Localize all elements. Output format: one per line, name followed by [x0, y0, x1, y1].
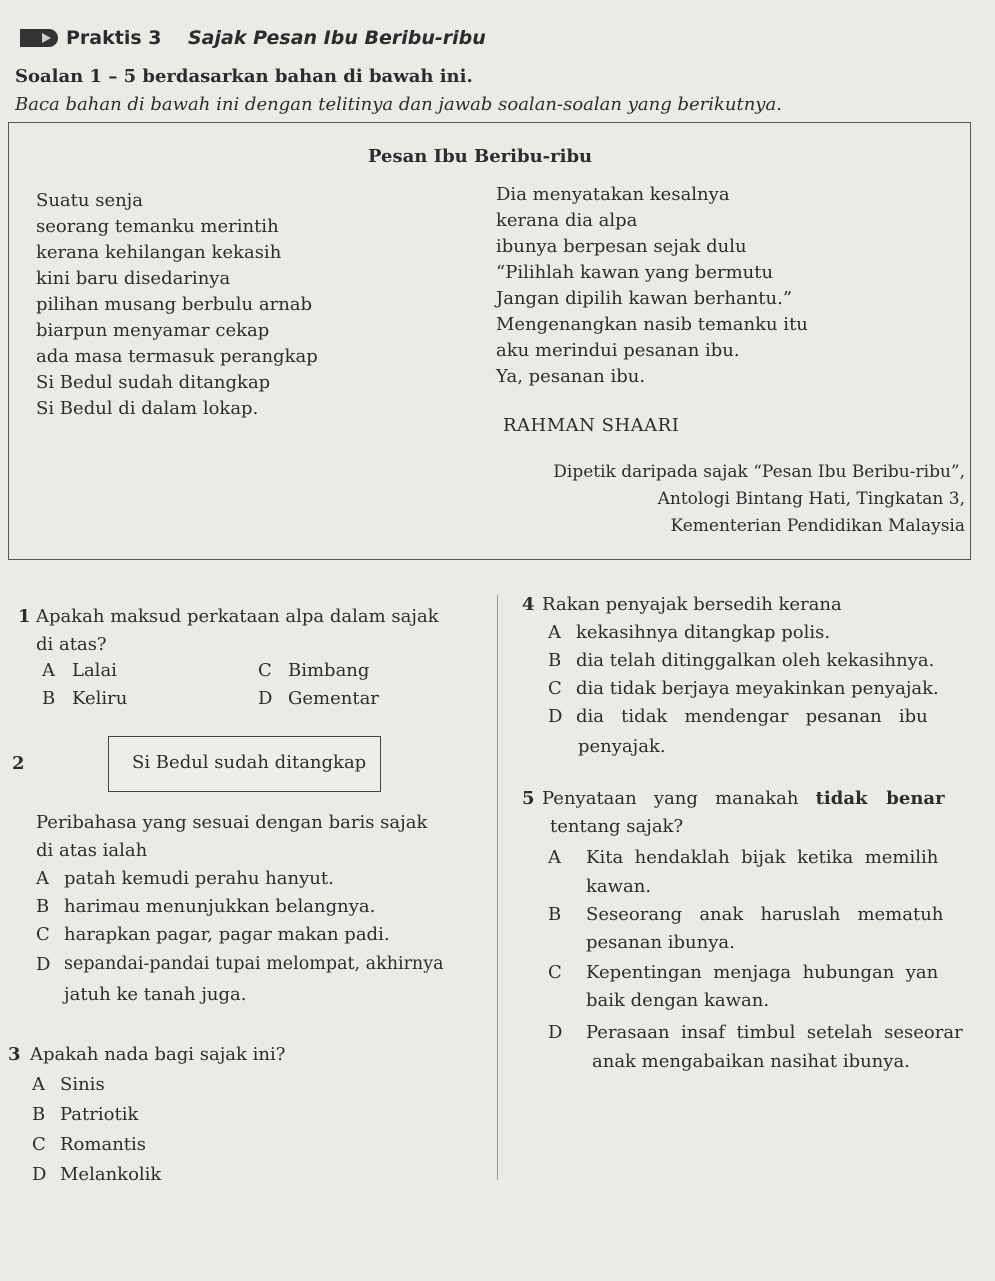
poem-right-line: aku merindui pesanan ibu.	[496, 340, 740, 361]
q2-text: Peribahasa yang sesuai dengan baris sajak	[36, 812, 428, 833]
q5-number: 5	[522, 788, 535, 809]
praktis-label: Praktis 3	[66, 27, 162, 49]
q2-option-text[interactable]: sepandai-pandai tupai melompat, akhirnya	[64, 954, 444, 974]
q1-option-letter: B	[42, 688, 56, 709]
q3-option-letter: C	[32, 1134, 46, 1155]
poem-left-line: Si Bedul di dalam lokap.	[36, 398, 259, 419]
q1-text-cont: di atas?	[36, 634, 107, 655]
poem-source-line: Dipetik daripada sajak “Pesan Ibu Beribu-ribu”,	[553, 462, 965, 482]
q4-option-text[interactable]: dia tidak berjaya meyakinkan penyajak.	[576, 678, 939, 699]
poem-right-line: Ya, pesanan ibu.	[496, 366, 646, 387]
q5-option-text[interactable]: Kita hendaklah bijak ketika memilih	[586, 847, 939, 868]
column-divider	[497, 595, 498, 1180]
poem-right-line: Dia menyatakan kesalnya	[496, 184, 730, 205]
poem-left-line: pilihan musang berbulu arnab	[36, 294, 313, 315]
q1-text: Apakah maksud perkataan alpa dalam sajak	[36, 606, 439, 627]
poem-title: Pesan Ibu Beribu-ribu	[368, 146, 593, 167]
poem-left-line: kerana kehilangan kekasih	[36, 242, 282, 263]
q3-option-letter: A	[32, 1074, 45, 1095]
q5-text-cont: tentang sajak?	[550, 816, 684, 837]
poem-left-line: seorang temanku merintih	[36, 216, 279, 237]
poem-right-line: kerana dia alpa	[496, 210, 638, 231]
poem-author: RAHMAN SHAARI	[503, 415, 680, 436]
q1-option-text[interactable]: Lalai	[72, 660, 117, 681]
q5-option-text[interactable]: Seseorang anak haruslah mematuh	[586, 904, 944, 925]
q5-option-letter: C	[548, 962, 562, 983]
q3-option-letter: D	[32, 1164, 47, 1185]
q5-option-text-cont: anak mengabaikan nasihat ibunya.	[592, 1051, 910, 1072]
q2-option-letter: C	[36, 924, 50, 945]
poem-left-line: ada masa termasuk perangkap	[36, 346, 318, 367]
section-marker-icon	[20, 29, 58, 47]
q5-option-text-cont: pesanan ibunya.	[586, 932, 735, 953]
q4-option-letter: B	[548, 650, 562, 671]
q2-number: 2	[12, 753, 25, 774]
q5-text-normal: Penyataan yang manakah	[542, 788, 816, 809]
q2-quote-text: Si Bedul sudah ditangkap	[132, 752, 367, 773]
q3-option-text[interactable]: Patriotik	[60, 1104, 139, 1125]
soalan-heading: Soalan 1 – 5 berdasarkan bahan di bawah ini.	[15, 66, 473, 87]
q1-option-text[interactable]: Gementar	[288, 688, 379, 709]
q5-option-letter: B	[548, 904, 562, 925]
q5-text-emphasis: tidak benar	[815, 788, 945, 809]
q2-text-cont: di atas ialah	[36, 840, 148, 861]
poem-left-line: Suatu senja	[36, 190, 143, 211]
instruction-text: Baca bahan di bawah ini dengan telitinya dan jawab soalan-soalan yang berikutnya.	[15, 94, 782, 115]
q3-text: Apakah nada bagi sajak ini?	[30, 1044, 286, 1065]
poem-right-line: Jangan dipilih kawan berhantu.”	[496, 288, 793, 309]
q1-option-text[interactable]: Keliru	[72, 688, 128, 709]
q1-option-letter: D	[258, 688, 273, 709]
q5-option-text[interactable]: Perasaan insaf timbul setelah seseorar	[586, 1022, 963, 1043]
q3-option-letter: B	[32, 1104, 46, 1125]
poem-left-line: kini baru disedarinya	[36, 268, 231, 289]
q5-option-text-cont: kawan.	[586, 876, 652, 897]
poem-source-line: Kementerian Pendidikan Malaysia	[670, 516, 965, 536]
q1-option-text[interactable]: Bimbang	[288, 660, 370, 681]
q4-option-text[interactable]: dia telah ditinggalkan oleh kekasihnya.	[576, 650, 935, 671]
poem-right-line: ibunya berpesan sejak dulu	[496, 236, 747, 257]
q4-option-text[interactable]: kekasihnya ditangkap polis.	[576, 622, 831, 643]
q5-option-text-cont: baik dengan kawan.	[586, 990, 770, 1011]
q2-option-letter: D	[36, 954, 51, 975]
q2-option-text-cont: jatuh ke tanah juga.	[64, 984, 247, 1005]
q1-option-letter: A	[42, 660, 55, 681]
q4-option-letter: A	[548, 622, 561, 643]
q5-option-text[interactable]: Kepentingan menjaga hubungan yan	[586, 962, 939, 983]
poem-source-line: Antologi Bintang Hati, Tingkatan 3,	[657, 489, 965, 509]
q2-option-text[interactable]: harapkan pagar, pagar makan padi.	[64, 924, 390, 945]
poem-left-line: Si Bedul sudah ditangkap	[36, 372, 271, 393]
q4-option-letter: D	[548, 706, 563, 727]
q4-option-letter: C	[548, 678, 562, 699]
q5-text	[542, 788, 945, 809]
q3-number: 3	[8, 1044, 21, 1065]
q2-option-letter: B	[36, 896, 50, 917]
q2-option-text[interactable]: harimau menunjukkan belangnya.	[64, 896, 376, 917]
praktis-title: Sajak Pesan Ibu Beribu-ribu	[188, 27, 486, 49]
q4-option-text[interactable]: dia tidak mendengar pesanan ibu	[576, 706, 928, 727]
q1-option-letter: C	[258, 660, 272, 681]
q5-option-letter: A	[548, 847, 561, 868]
q5-option-letter: D	[548, 1022, 563, 1043]
q2-option-letter: A	[36, 868, 49, 889]
q3-option-text[interactable]: Romantis	[60, 1134, 147, 1155]
poem-right-line: Mengenangkan nasib temanku itu	[496, 314, 808, 335]
q4-text: Rakan penyajak bersedih kerana	[542, 594, 842, 615]
poem-right-line: “Pilihlah kawan yang bermutu	[496, 262, 774, 283]
q1-number: 1	[18, 606, 31, 627]
q4-option-text-cont: penyajak.	[578, 736, 666, 757]
q3-option-text[interactable]: Melankolik	[60, 1164, 162, 1185]
q4-number: 4	[522, 594, 535, 615]
q3-option-text[interactable]: Sinis	[60, 1074, 105, 1095]
q2-option-text[interactable]: patah kemudi perahu hanyut.	[64, 868, 334, 889]
poem-left-line: biarpun menyamar cekap	[36, 320, 270, 341]
